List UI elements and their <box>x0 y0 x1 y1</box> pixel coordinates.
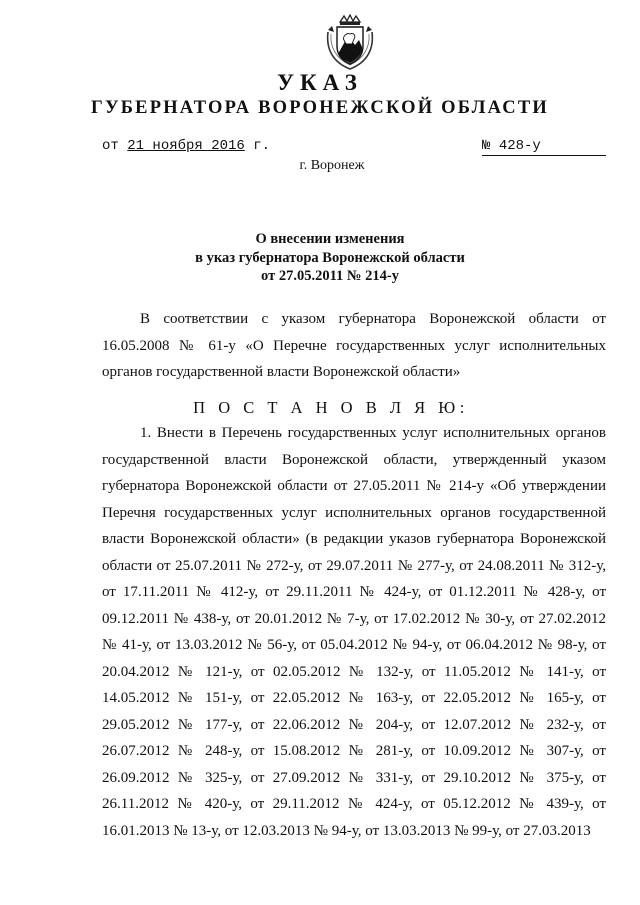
date-prefix: от <box>102 138 128 154</box>
decree-date <box>102 138 270 154</box>
heading-line-1: О внесении изменения <box>255 231 405 247</box>
decree-word: П О С Т А Н О В Л Я Ю: <box>193 398 469 417</box>
coat-of-arms-icon <box>322 14 378 72</box>
heading-line-3: от 27.05.2011 № 214-у <box>261 268 399 284</box>
date-value: 21 ноября 2016 <box>127 138 245 154</box>
number-value: 428-у <box>498 138 541 154</box>
decree-number <box>482 138 606 156</box>
number-prefix: № <box>482 138 499 154</box>
heading-line-2: в указ губернатора Воронежской области <box>195 249 465 266</box>
document-title: УКАЗ <box>277 70 363 95</box>
date-suffix: г. <box>244 138 271 154</box>
decree-heading <box>0 230 640 286</box>
item-1-paragraph: 1. Внести в Перечень государственных услуг исполнительных органов государственной власти Воронежской области, утвержденный указом губернатора Воронежской области от 27.05.2011 № 214-у «Об утверждении Перечня государственных услуг исполнительных органов государственной власти Воронежской области» (в редакции указов губернатора Воронежской области от 25.07.2011 № 272-у, от 29.07.2011 № 277-у, от 24.08.2011 № 312-у, от 17.11.2011 № 412-у, от 29.11.2011 № 424-у, от 01.12.2011 № 428-у, от 09.12.2011 № 438-у, от 20.01.2012 № 7-у, от 17.02.2012 № 30-у, от 27.02.2012 № 41-у, от 13.03.2012 № 56-у, от 05.04.2012 № 94-у, от 06.04.2012 № 98-у, от 20.04.2012 № 121-у, от 02.05.2012 № 132-у, от 11.05.2012 № 141-у, от 14.05.2012 № 151-у, от 22.05.2012 № 163-у, от 22.05.2012 № 165-у, от 29.05.2012 № 177-у, от 22.06.2012 № 204-у, от 12.07.2012 № 232-у, от 26.07.2012 № 248-у, от 15.08.2012 № 281-у, от 10.09.2012 № 307-у, от 26.09.2012 № 325-у, от 27.09.2012 № 331-у, от 29.10.2012 № 375-у, от 26.11.2012 № 420-у, от 29.11.2012 № 424-у, от 05.12.2012 № 439-у, от 16.01.2013 № 13-у, от 12.03.2013 № 94-у, от 13.03.2013 № 99-у, от 27.03.2013 <box>102 425 606 839</box>
intro-paragraph: В соответствии с указом губернатора Воронежской области от 16.05.2008 № 61-у «О Перечне государственных услуг исполнительных органов государственной власти Воронежской области» <box>102 311 606 380</box>
document-subtitle: ГУБЕРНАТОРА ВОРОНЕЖСКОЙ ОБЛАСТИ <box>90 98 549 118</box>
city: г. Воронеж <box>299 158 365 173</box>
